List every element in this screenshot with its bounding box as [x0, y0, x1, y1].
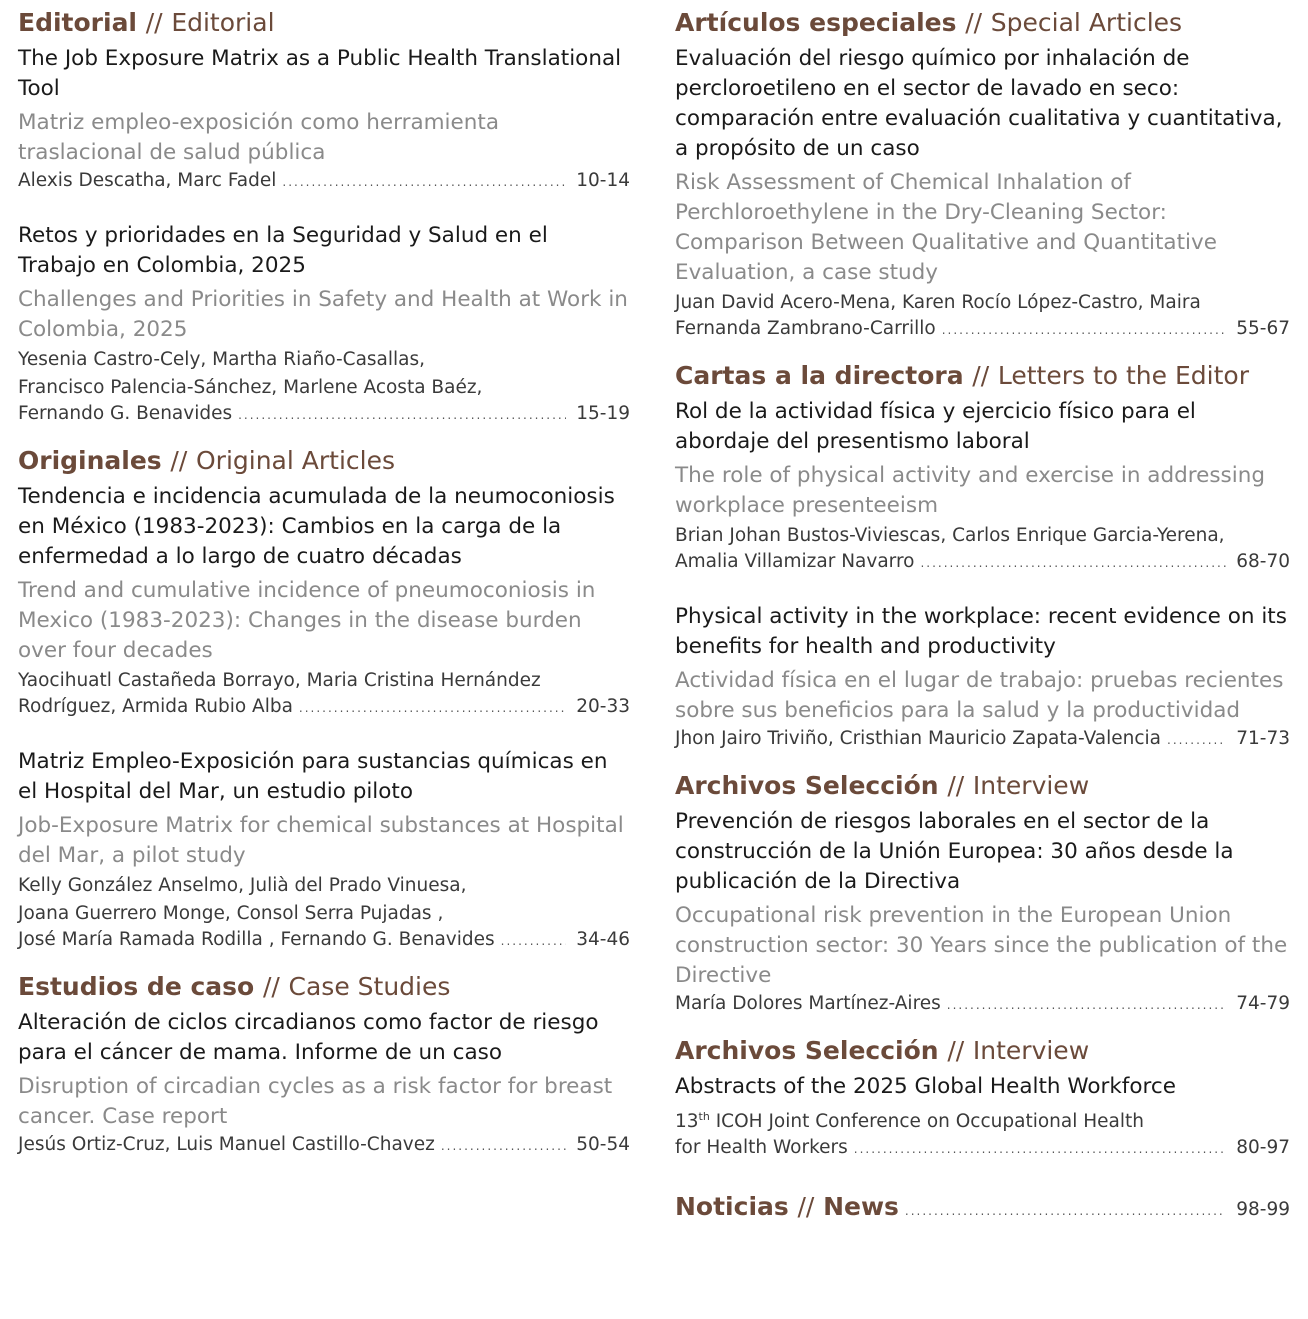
section-separator: // [965, 8, 983, 37]
toc-entry [18, 1008, 630, 1159]
toc-row [18, 401, 630, 428]
page-range[interactable]: 20-33 [576, 696, 630, 717]
section-separator: // [972, 361, 990, 390]
section-title-en: Letters to the Editor [997, 361, 1249, 390]
toc-entry [675, 602, 1290, 753]
section-title-es: Artículos especiales [675, 8, 957, 37]
article-authors: Brian Johan Bustos-Viviescas, Carlos Enrique Garcia-Yerena, [675, 525, 1225, 546]
article-subtitle: Occupational risk prevention in the European Union construction sector: 30 Years since the publication of the Directive [675, 903, 1288, 988]
article-authors: 13th ICOH Joint Conference on Occupational Health [675, 1110, 1144, 1133]
article-authors: Rodríguez, Armida Rubio Alba [18, 696, 293, 717]
section-heading [18, 446, 630, 476]
news-row [675, 1192, 1290, 1222]
article-title[interactable]: Tendencia e incidencia acumulada de la neumoconiosis en México (1983-2023): Cambios en la carga de la enfermedad a lo largo de cuatro décadas [18, 484, 615, 569]
article-title[interactable]: Prevención de riesgos laborales en el sector de la construcción de la Unión Europea: 30 años desde la publicación de la Directiva [675, 809, 1234, 894]
section-title-en: News [823, 1192, 899, 1222]
toc-section [675, 8, 1290, 343]
page-range[interactable]: 98-99 [1236, 1199, 1290, 1221]
article-authors: Joana Guerrero Monge, Consol Serra Pujadas , [18, 903, 444, 924]
page-range[interactable]: 74-79 [1236, 993, 1290, 1014]
toc-row [18, 168, 630, 195]
ordinal-suffix: th [698, 1110, 710, 1123]
page-range[interactable]: 50-54 [576, 1134, 630, 1155]
section-heading [675, 771, 1290, 801]
dot-leader [905, 1204, 1226, 1218]
toc-section [675, 771, 1290, 1018]
dot-leader [441, 1133, 566, 1159]
toc-row [675, 316, 1290, 343]
article-authors: Yaocihuatl Castañeda Borrayo, Maria Cristina Hernández [18, 670, 541, 691]
section-heading [675, 361, 1290, 391]
article-title[interactable]: Abstracts of the 2025 Global Health Workforce [675, 1074, 1176, 1099]
toc-entry [18, 747, 630, 954]
article-subtitle: The role of physical activity and exercise in addressing workplace presenteeism [675, 463, 1265, 518]
article-subtitle: Matriz empleo-exposición como herramienta traslacional de salud pública [18, 110, 499, 165]
dot-leader [299, 695, 566, 721]
article-title[interactable]: Retos y prioridades en la Seguridad y Salud en el Trabajo en Colombia, 2025 [18, 223, 548, 278]
section-separator: // [145, 8, 163, 37]
article-authors: Alexis Descatha, Marc Fadel [18, 170, 277, 191]
toc-row [675, 1135, 1290, 1162]
toc-row [675, 726, 1290, 753]
dot-leader [501, 928, 566, 954]
toc-section [18, 446, 630, 954]
article-subtitle: Trend and cumulative incidence of pneumoconiosis in Mexico (1983-2023): Changes in the disease burden over four decades [18, 578, 596, 663]
dot-leader [238, 402, 566, 428]
page-range[interactable]: 34-46 [576, 929, 630, 950]
toc-section [675, 361, 1290, 753]
article-title[interactable]: Matriz Empleo-Exposición para sustancias químicas en el Hospital del Mar, un estudio piloto [18, 749, 608, 804]
section-heading [675, 8, 1290, 38]
page-range[interactable]: 71-73 [1236, 728, 1290, 749]
section-title-en: Case Studies [288, 972, 451, 1001]
article-authors: Kelly González Anselmo, Julià del Prado Vinuesa, [18, 875, 467, 896]
section-heading [18, 972, 630, 1002]
toc-row [18, 694, 630, 721]
page-range[interactable]: 68-70 [1236, 551, 1290, 572]
article-authors: Fernanda Zambrano-Carrillo [675, 318, 936, 339]
section-heading [675, 1036, 1290, 1066]
section-separator: // [947, 1036, 965, 1065]
toc-entry [18, 482, 630, 721]
article-title[interactable]: Physical activity in the workplace: recent evidence on its benefits for health and productivity [675, 604, 1287, 659]
section-title-es: Originales [18, 446, 162, 475]
section-title-es: Noticias [675, 1192, 789, 1222]
article-subtitle: Challenges and Priorities in Safety and Health at Work in Colombia, 2025 [18, 287, 628, 342]
toc-row [675, 991, 1290, 1018]
section-title-en: Special Articles [990, 8, 1183, 37]
article-subtitle: Disruption of circadian cycles as a risk factor for breast cancer. Case report [18, 1074, 613, 1129]
right-column [675, 0, 1290, 1222]
toc-entry [675, 807, 1290, 1018]
left-column [18, 0, 630, 1159]
section-title-en: Interview [972, 771, 1090, 800]
article-authors: Jesús Ortiz-Cruz, Luis Manuel Castillo-Chavez [18, 1134, 435, 1155]
section-title-es: Archivos Selección [675, 771, 939, 800]
article-authors: Fernando G. Benavides [18, 403, 233, 424]
section-separator: // [170, 446, 188, 475]
section-title-es: Editorial [18, 8, 138, 37]
article-authors: Jhon Jairo Triviño, Cristhian Mauricio Zapata-Valencia [675, 728, 1162, 749]
article-title[interactable]: Evaluación del riesgo químico por inhalación de percloroetileno en el sector de lavado en seco: comparación entre evaluación cualitativa y cuantitativa, a propósito de un caso [675, 46, 1283, 161]
section-title-es: Archivos Selección [675, 1036, 939, 1065]
section-heading [675, 1192, 899, 1222]
section-separator: // [947, 771, 965, 800]
toc-row [18, 1132, 630, 1159]
page-range[interactable]: 80-97 [1236, 1137, 1290, 1159]
article-subtitle: Risk Assessment of Chemical Inhalation of Perchloroethylene in the Dry-Cleaning Sector: Comparison Between Qualitative and Quantitative Evaluation, a case study [675, 170, 1217, 285]
dot-leader [947, 992, 1226, 1018]
toc-entry [675, 1072, 1290, 1162]
toc-section [675, 1036, 1290, 1162]
article-authors: for Health Workers [675, 1137, 848, 1159]
dot-leader [942, 317, 1226, 343]
article-authors: Juan David Acero-Mena, Karen Rocío López-Castro, Maira [675, 292, 1201, 313]
section-title-es: Estudios de caso [18, 972, 255, 1001]
toc-section [18, 972, 630, 1159]
dot-leader [920, 550, 1226, 576]
article-authors: María Dolores Martínez-Aires [675, 993, 941, 1014]
toc-row [675, 549, 1290, 576]
section-title-en: Interview [972, 1036, 1090, 1065]
dot-leader [1167, 727, 1226, 753]
page-range[interactable]: 10-14 [576, 170, 630, 191]
section-separator: // [797, 1192, 815, 1222]
toc-entry [18, 221, 630, 428]
article-subtitle: Job-Exposure Matrix for chemical substances at Hospital del Mar, a pilot study [18, 813, 624, 868]
article-authors: José María Ramada Rodilla , Fernando G. Benavides [18, 929, 495, 950]
toc-section [18, 8, 630, 428]
page-range[interactable]: 15-19 [576, 403, 630, 424]
article-authors: Yesenia Castro-Cely, Martha Riaño-Casallas, [18, 349, 426, 370]
toc-entry [675, 44, 1290, 343]
dot-leader [854, 1136, 1226, 1162]
toc-entry [18, 44, 630, 195]
article-title[interactable]: Alteración de ciclos circadianos como factor de riesgo para el cáncer de mama. Informe de un caso [18, 1010, 599, 1065]
page-range[interactable]: 55-67 [1236, 318, 1290, 339]
dot-leader [282, 169, 566, 195]
article-title[interactable]: Rol de la actividad física y ejercicio físico para el abordaje del presentismo laboral [675, 399, 1196, 454]
section-title-es: Cartas a la directora [675, 361, 964, 390]
article-subtitle: Actividad física en el lugar de trabajo: pruebas recientes sobre sus beneficios para la salud y la productividad [675, 668, 1284, 723]
section-title-en: Editorial [171, 8, 275, 37]
toc-entry [675, 397, 1290, 576]
toc-row [18, 927, 630, 954]
article-authors: Amalia Villamizar Navarro [675, 551, 915, 572]
section-separator: // [262, 972, 280, 1001]
article-title[interactable]: The Job Exposure Matrix as a Public Health Translational Tool [18, 46, 622, 101]
section-title-en: Original Articles [196, 446, 395, 475]
article-authors: Francisco Palencia-Sánchez, Marlene Acosta Baéz, [18, 377, 483, 398]
section-heading [18, 8, 630, 38]
